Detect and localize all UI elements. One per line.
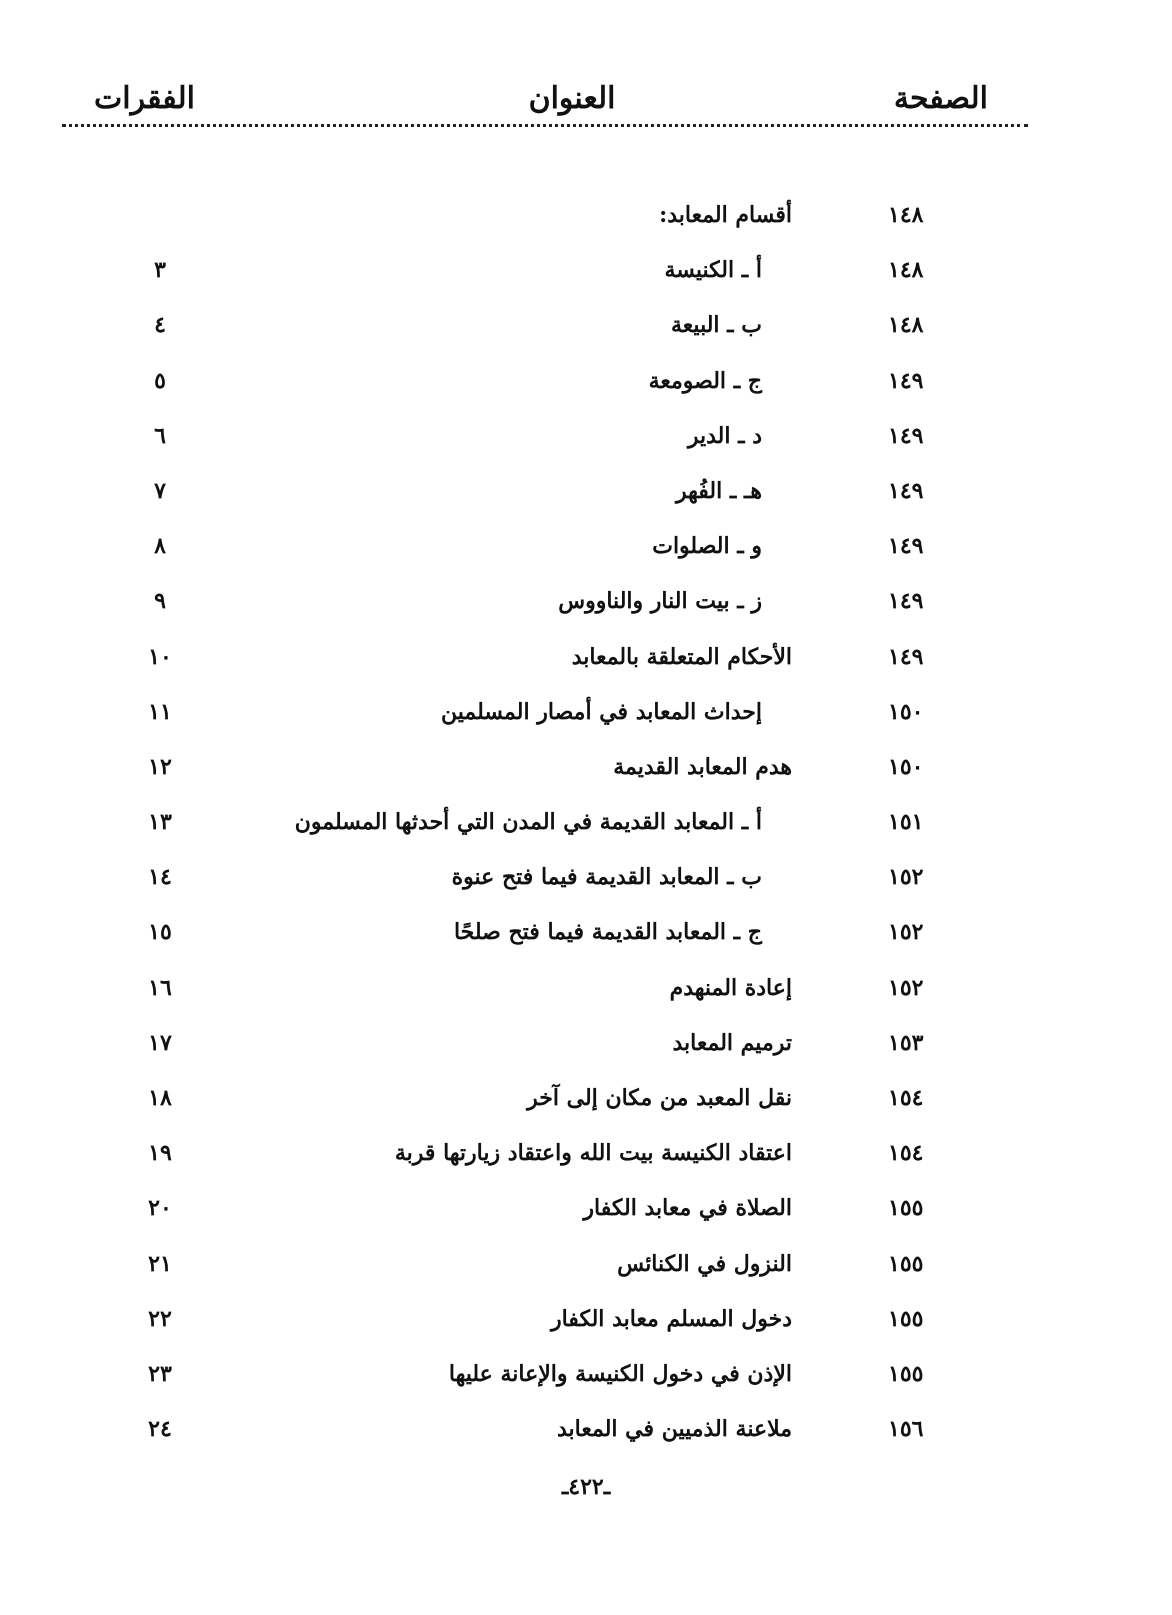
row-page-number: ١٥٤ [888,1140,924,1167]
toc-row [0,1404,1172,1459]
row-title: ز ـ بيت النار والناووس [558,588,762,615]
toc-row [0,742,1172,797]
row-title: نقل المعبد من مكان إلى آخر [527,1085,792,1111]
row-paragraph-number: ١١ [148,698,172,725]
row-page-number: ١٤٨ [888,257,924,284]
row-paragraph-number: ١٣ [148,809,172,836]
row-page-number: ١٥٠ [888,698,924,725]
dotted-divider [62,124,1028,127]
toc-row [0,466,1172,521]
row-title: هـ ـ الفُهر [675,477,762,504]
toc-row [0,245,1172,300]
row-paragraph-number: ٥ [154,367,166,394]
row-paragraph-number: ٢٣ [148,1360,172,1387]
toc-row [0,687,1172,742]
row-title: ملاعنة الذميين في المعابد [557,1416,792,1443]
row-paragraph-number: ٢٤ [148,1416,172,1443]
row-title: ج ـ الصومعة [648,367,762,394]
toc-list [0,190,1172,1459]
title-column-header: العنوان [528,81,616,116]
toc-row [0,1073,1172,1128]
row-title: دخول المسلم معابد الكفار [550,1305,792,1332]
row-paragraph-number: ٢١ [148,1250,172,1277]
row-page-number: ١٤٨ [888,312,924,339]
toc-row [0,852,1172,907]
row-paragraph-number: ٢٢ [148,1305,172,1332]
row-paragraph-number: ٩ [154,588,166,615]
row-title: هدم المعابد القديمة [613,753,792,780]
toc-row [0,576,1172,631]
row-page-number: ١٤٨ [888,202,924,228]
toc-row [0,1183,1172,1238]
row-page-number: ١٥٥ [888,1360,924,1387]
row-page-number: ١٥٥ [888,1305,924,1332]
row-title: د ـ الدير [687,422,762,449]
row-page-number: ١٤٩ [888,477,924,504]
toc-row [0,300,1172,355]
row-page-number: ١٥٢ [888,864,924,891]
row-paragraph-number: ١٧ [148,1029,172,1056]
toc-row [0,1128,1172,1183]
row-title: النزول في الكنائس [617,1250,792,1277]
toc-row [0,1349,1172,1404]
toc-row [0,963,1172,1018]
row-paragraph-number: ٣ [154,257,166,284]
row-paragraph-number: ١٢ [148,753,172,780]
row-title: أقسام المعابد: [659,202,792,228]
row-paragraph-number: ٢٠ [148,1195,172,1222]
toc-row [0,521,1172,576]
row-title: و ـ الصلوات [652,533,762,560]
row-title: إحداث المعابد في أمصار المسلمين [441,698,762,725]
row-page-number: ١٤٩ [888,588,924,615]
row-page-number: ١٥٦ [888,1416,924,1443]
row-paragraph-number: ١٦ [148,974,172,1001]
row-title: ب ـ البيعة [671,312,762,339]
toc-row [0,1018,1172,1073]
row-page-number: ١٥٠ [888,753,924,780]
toc-row [0,1294,1172,1349]
row-page-number: ١٤٩ [888,367,924,394]
row-paragraph-number: ٤ [154,312,166,339]
row-page-number: ١٥٢ [888,919,924,946]
row-page-number: ١٥٢ [888,974,924,1001]
row-title: أ ـ الكنيسة [664,257,762,284]
row-page-number: ١٥٣ [888,1029,924,1056]
page-number: ـ٤٢٢ـ [561,1474,611,1500]
row-title: الصلاة في معابد الكفار [583,1195,792,1222]
toc-row [0,907,1172,962]
row-paragraph-number: ٨ [154,533,166,560]
page-column-header: الصفحة [893,81,988,116]
row-paragraph-number: ١٤ [148,864,172,891]
row-title: اعتقاد الكنيسة بيت الله واعتقاد زيارتها قربة [394,1140,792,1167]
toc-row [0,356,1172,411]
row-title: ج ـ المعابد القديمة فيما فتح صلحًا [453,919,762,946]
row-paragraph-number: ١٥ [148,919,172,946]
row-page-number: ١٥٤ [888,1085,924,1111]
toc-row [0,190,1172,245]
row-page-number: ١٥٥ [888,1250,924,1277]
row-paragraph-number: ١٩ [148,1140,172,1167]
row-title: أ ـ المعابد القديمة في المدن التي أحدثها المسلمون [294,809,762,836]
row-paragraph-number: ٦ [154,422,166,449]
paragraphs-column-header: الفقرات [94,81,195,116]
toc-row [0,411,1172,466]
row-title: إعادة المنهدم [669,974,792,1001]
row-title: ترميم المعابد [672,1029,792,1056]
row-page-number: ١٥٥ [888,1195,924,1222]
toc-row [0,797,1172,852]
row-paragraph-number: ٧ [154,477,166,504]
row-title: الأحكام المتعلقة بالمعابد [571,643,792,670]
row-paragraph-number: ١٨ [148,1085,172,1111]
row-page-number: ١٤٩ [888,533,924,560]
toc-row [0,1239,1172,1294]
toc-row [0,632,1172,687]
row-title: الإذن في دخول الكنيسة والإعانة عليها [448,1360,792,1387]
row-title: ب ـ المعابد القديمة فيما فتح عنوة [451,864,762,891]
row-page-number: ١٤٩ [888,422,924,449]
row-paragraph-number: ١٠ [148,643,172,670]
row-page-number: ١٥١ [888,809,924,836]
row-page-number: ١٤٩ [888,643,924,670]
